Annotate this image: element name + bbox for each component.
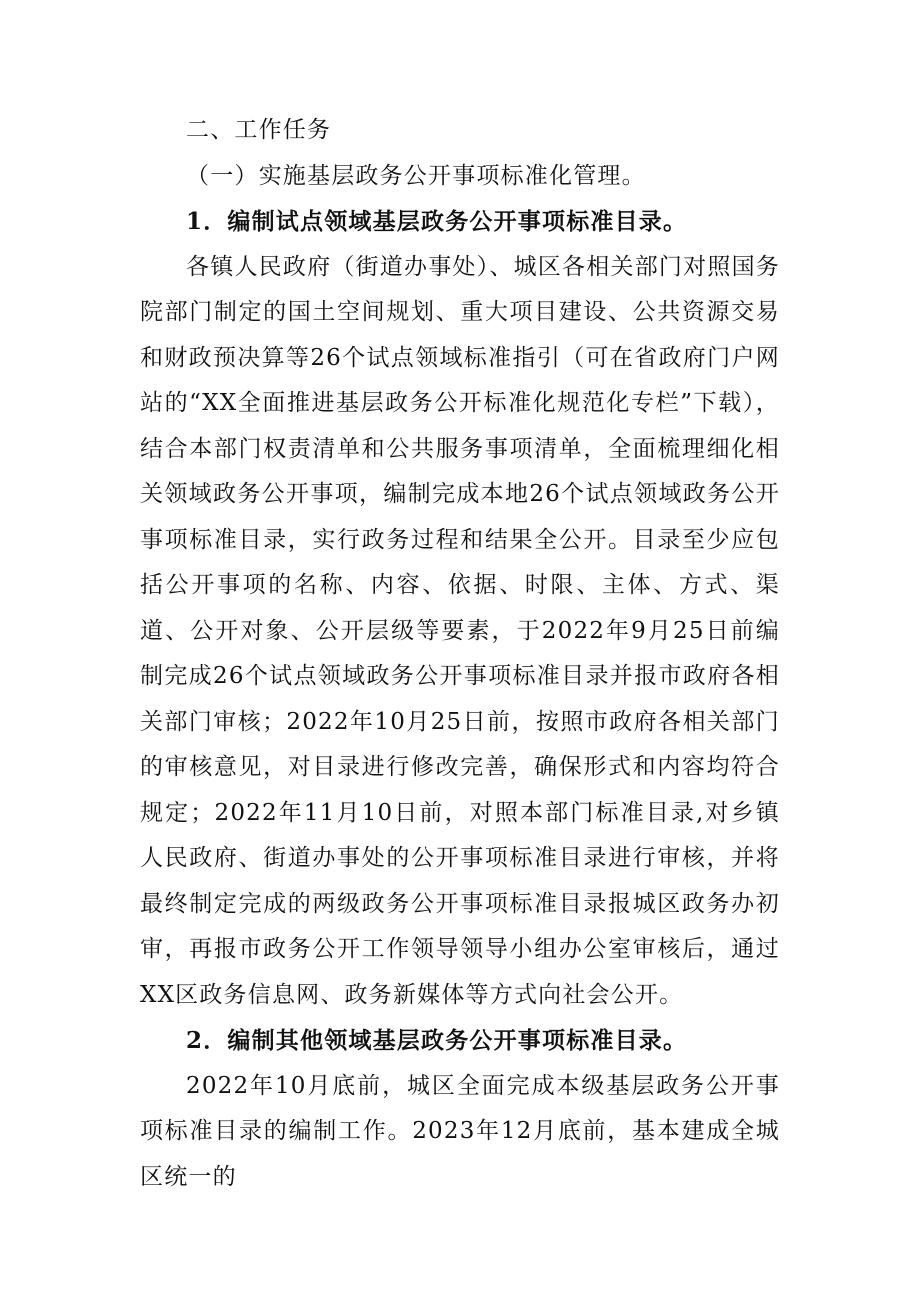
- subsection-heading: （一）实施基层政务公开事项标准化管理。: [186, 162, 646, 189]
- item2-body-paragraph: 2022年10月底前，城区全面完成本级基层政务公开事项标准目录的编制工作。2023年12月底前，基本建成全城区统一的: [140, 1072, 780, 1190]
- item2-heading: 2．编制其他领域基层政务公开事项标准目录。: [186, 1027, 688, 1054]
- section-heading: 二、工作任务: [186, 117, 332, 143]
- item1-heading: 1．编制试点领域基层政务公开事项标准目录。: [186, 208, 688, 235]
- document-body: [140, 108, 780, 1200]
- item1-body-paragraph: 各镇人民政府（街道办事处）、城区各相关部门对照国务院部门制定的国土空间规划、重大项目建设、公共资源交易和财政预决算等26个试点领域标准指引（可在省政府门户网站的“XX全面推进基层政务公开标准化规范化专栏”下载），结合本部门权责清单和公共服务事项清单，全面梳理细化相关领域政务公开事项，编制完成本地26个试点领域政务公开事项标准目录，实行政务过程和结果全公开。目录至少应包括公开事项的名称、内容、依据、时限、主体、方式、渠道、公开对象、公开层级等要素，于2022年9月25日前编制完成26个试点领域政务公开事项标准目录并报市政府各相关部门审核；2022年10月25日前，按照市政府各相关部门的审核意见，对目录进行修改完善，确保形式和内容均符合规定；2022年11月10日前，对照本部门标准目录,对乡镇人民政府、街道办事处的公开事项标准目录进行审核，并将最终制定完成的两级政务公开事项标准目录报城区政务办初审，再报市政务公开工作领导领导小组办公室审核后，通过XX区政务信息网、政务新媒体等方式向社会公开。: [140, 253, 780, 1008]
